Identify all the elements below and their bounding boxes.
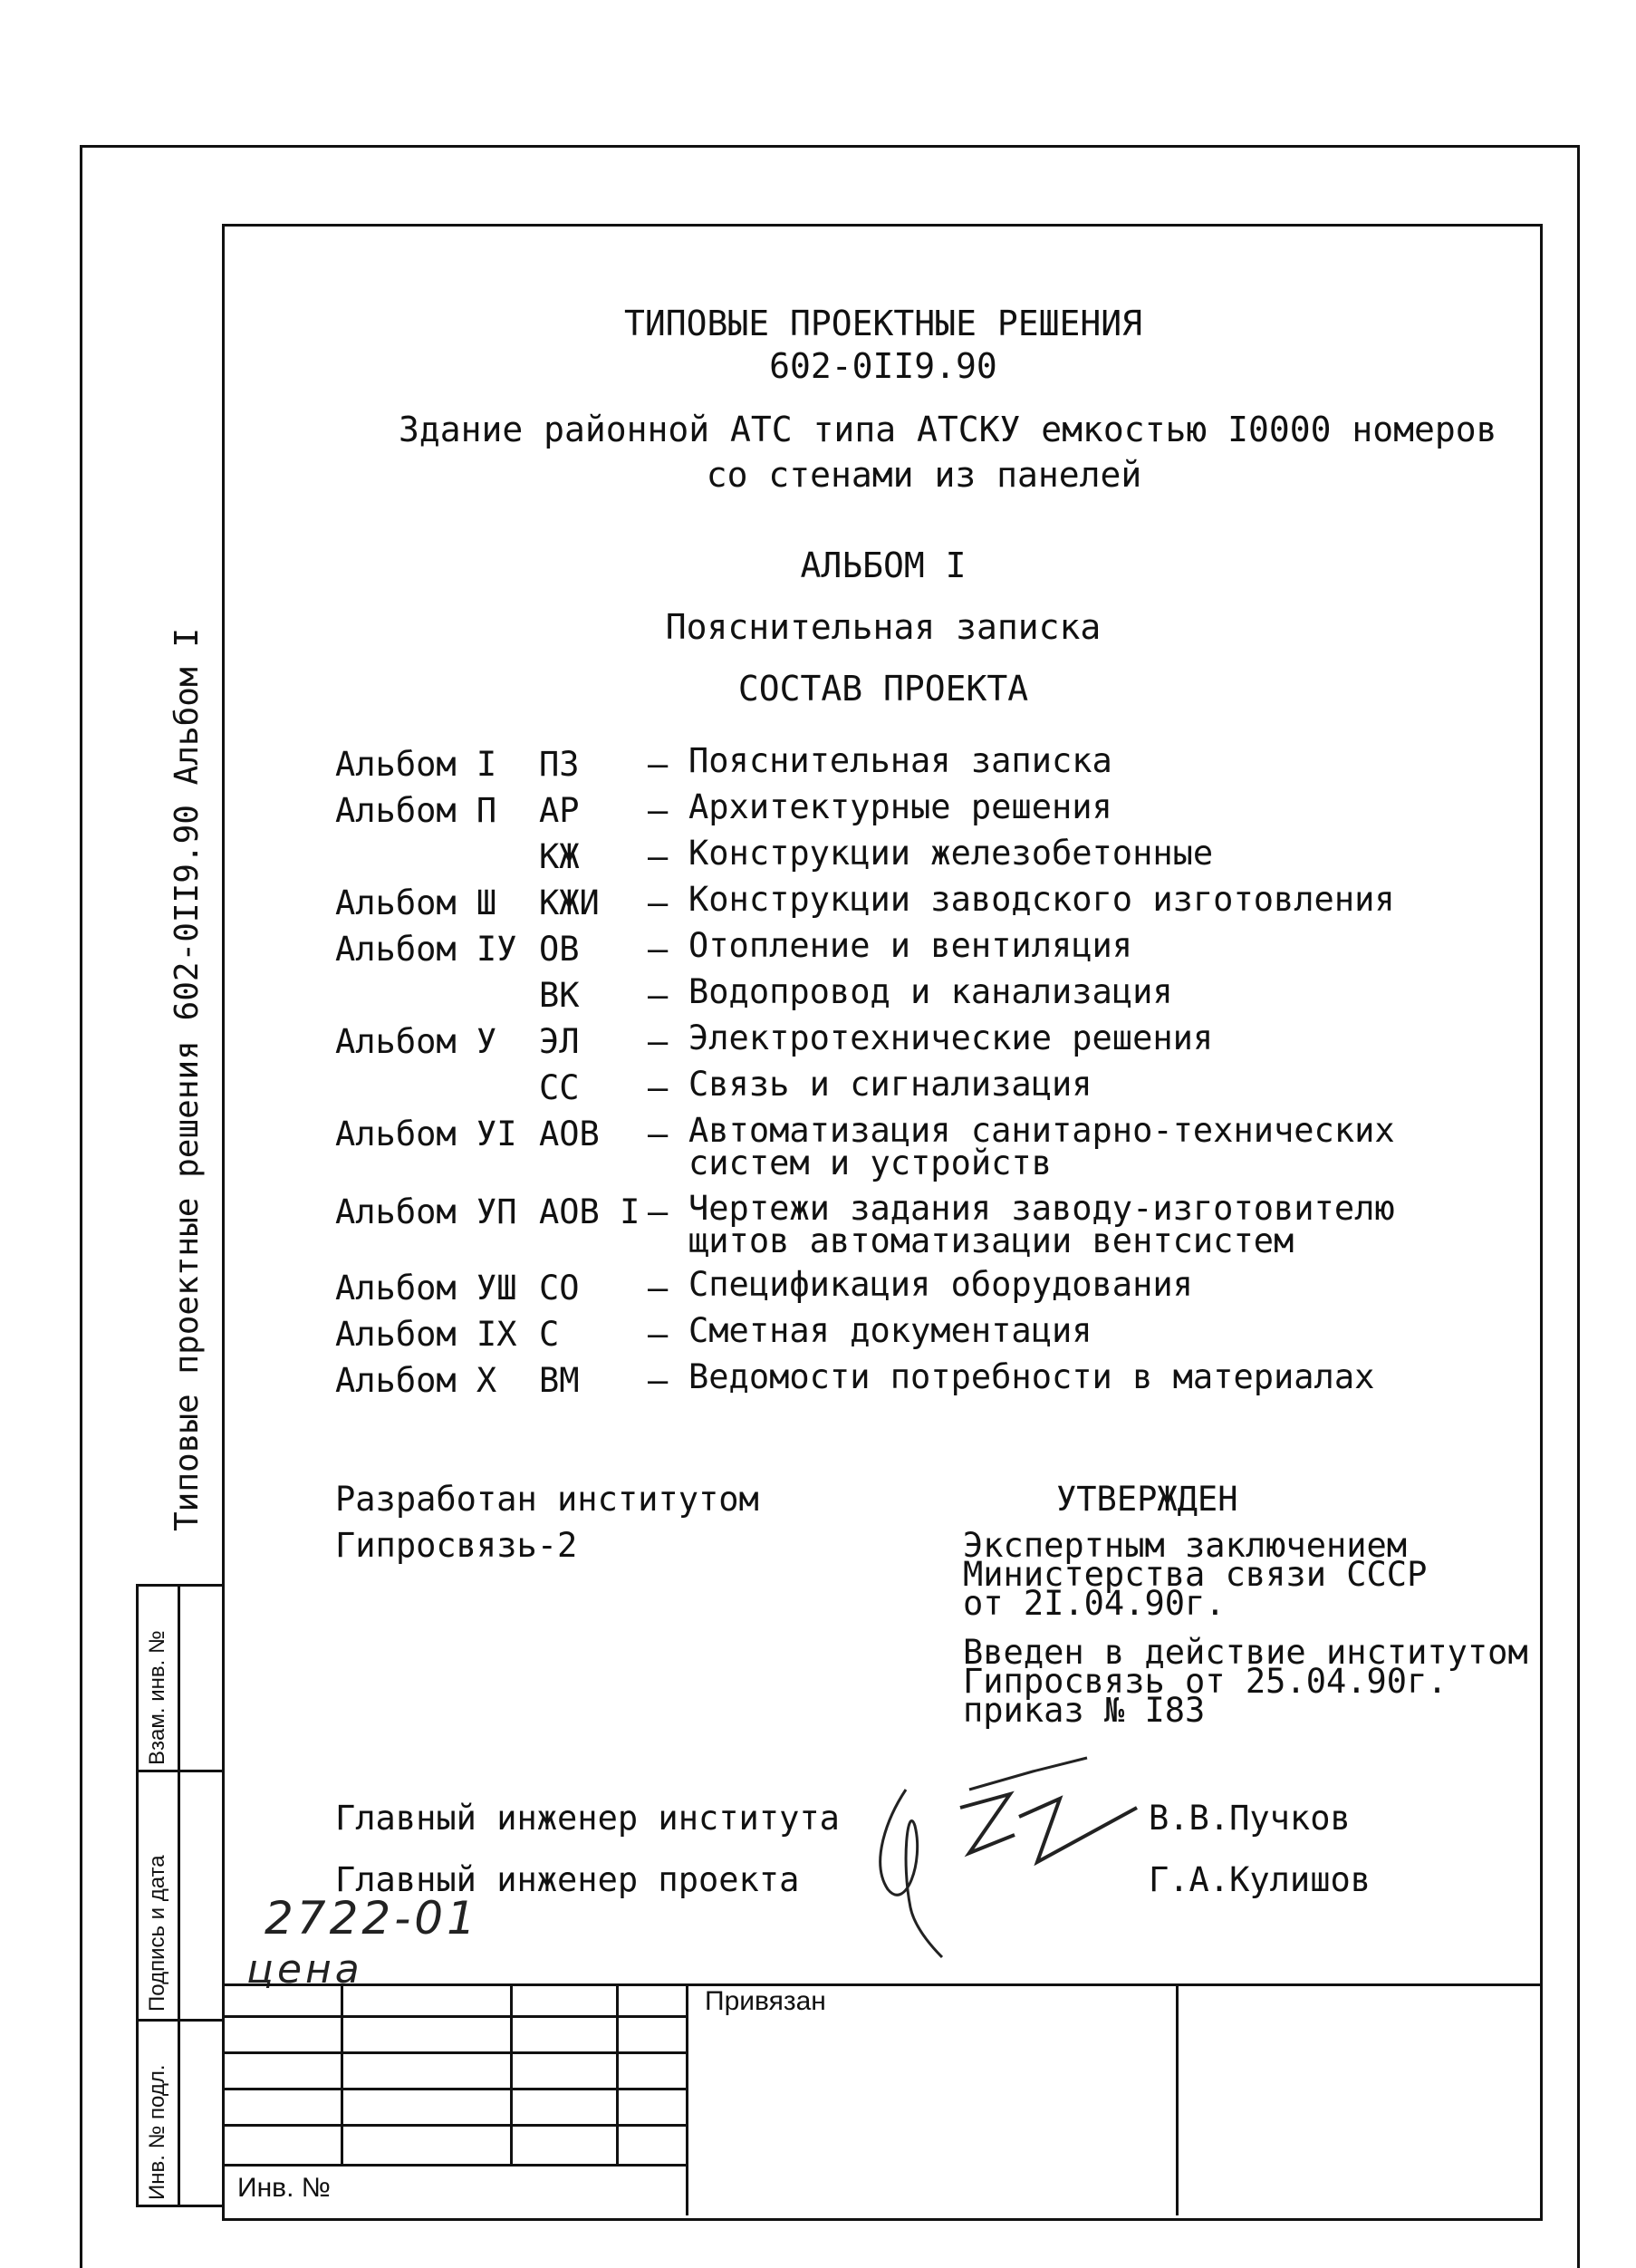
title-block-col-4	[686, 1983, 688, 2215]
chief-engineer-project-label: Главный инженер проекта	[335, 1860, 800, 1899]
dash: –	[648, 745, 669, 784]
album-code: АОВ	[539, 1115, 600, 1153]
album-code: ВМ	[539, 1361, 580, 1400]
album-description: Пояснительная записка	[688, 741, 1112, 780]
dash: –	[648, 1269, 669, 1308]
building-title-line1: Здание районной АТС типа АТСКУ емкостью I0000 номеров	[399, 410, 1497, 449]
approval-line1: Экспертным заключением	[963, 1526, 1408, 1565]
title-block-col-1	[341, 1983, 343, 2164]
album-heading: АЛЬБОМ I	[800, 545, 967, 585]
inv-no-label: Инв. №	[237, 2173, 331, 2203]
stamp-divider-4	[136, 2205, 222, 2207]
dash: –	[648, 883, 669, 922]
album-code: АР	[539, 791, 580, 830]
album-description: Конструкции заводского изготовления	[688, 880, 1395, 919]
album-description-cont: щитов автоматизации вентсистем	[688, 1221, 1294, 1260]
title-block-col-3	[616, 1983, 619, 2164]
building-title-line2: со стенами из панелей	[706, 455, 1142, 495]
dash: –	[648, 976, 669, 1015]
dash: –	[648, 1115, 669, 1153]
stamp-label-replaced-inv: Взам. инв. №	[145, 1630, 169, 1765]
album-label: Альбом УП	[335, 1192, 517, 1231]
approval-title: УТВЕРЖДЕН	[1056, 1480, 1238, 1519]
signatory-name-2: Г.А.Кулишов	[1149, 1860, 1371, 1899]
album-label: Альбом Х	[335, 1361, 497, 1400]
album-label: Альбом УI	[335, 1115, 517, 1153]
dash: –	[648, 1192, 669, 1231]
album-code: КЖ	[539, 837, 580, 876]
approval-line2: Министерства связи СССР	[963, 1555, 1428, 1594]
stamp-label-original-inv: Инв. № подл.	[145, 2064, 169, 2200]
album-description: Электротехнические решения	[688, 1018, 1214, 1057]
album-label: Альбом IУ	[335, 930, 517, 969]
album-label: Альбом IХ	[335, 1315, 517, 1354]
approval-line4: Введен в действие институтом	[963, 1633, 1528, 1672]
album-description: Архитектурные решения	[688, 787, 1112, 826]
approval-line5: Гипросвязь от 25.04.90г.	[963, 1662, 1448, 1701]
album-label: Альбом Ш	[335, 883, 497, 922]
dash: –	[648, 791, 669, 830]
album-description-cont: систем и устройств	[688, 1144, 1052, 1182]
dash: –	[648, 1361, 669, 1400]
title-block-top-line	[222, 1983, 1540, 1986]
album-description: Отопление и вентиляция	[688, 926, 1133, 965]
album-code: СС	[539, 1068, 580, 1107]
series-title: ТИПОВЫЕ ПРОЕКТНЫЕ РЕШЕНИЯ	[624, 304, 1142, 343]
dash: –	[648, 837, 669, 876]
developer-line2: Гипросвязь-2	[335, 1526, 578, 1565]
album-label: Альбом УШ	[335, 1269, 517, 1308]
approval-line3: от 2I.04.90г.	[963, 1584, 1226, 1623]
album-description: Чертежи задания заводу-изготовителю	[688, 1189, 1395, 1228]
album-code: ПЗ	[539, 745, 580, 784]
album-code: СО	[539, 1269, 580, 1308]
series-number: 602-0II9.90	[769, 346, 997, 386]
album-description: Спецификация оборудования	[688, 1265, 1193, 1304]
album-code: КЖИ	[539, 883, 600, 922]
title-block-col-5	[1176, 1983, 1179, 2215]
album-label: Альбом П	[335, 791, 497, 830]
dash: –	[648, 1315, 669, 1354]
dash: –	[648, 930, 669, 969]
handwritten-price: цена	[246, 1946, 363, 1993]
album-description: Водопровод и канализация	[688, 972, 1173, 1011]
section-title: СОСТАВ ПРОЕКТА	[737, 669, 1029, 709]
album-code: ВК	[539, 976, 580, 1015]
album-description: Конструкции железобетонные	[688, 834, 1214, 873]
handwritten-signatures	[852, 1753, 1150, 1962]
title-block-col-2	[510, 1983, 513, 2164]
album-label: Альбом I	[335, 745, 497, 784]
stamp-inner-divider	[178, 1584, 180, 2205]
chief-engineer-institute-label: Главный инженер института	[335, 1799, 840, 1838]
album-code: ЭЛ	[539, 1022, 580, 1061]
developer-line1: Разработан институтом	[335, 1480, 759, 1519]
album-description: Ведомости потребности в материалах	[688, 1357, 1375, 1396]
dash: –	[648, 1068, 669, 1107]
approval-line6: приказ № I83	[963, 1691, 1206, 1730]
signatory-name-1: В.В.Пучков	[1149, 1799, 1351, 1838]
title-block-row-line-5	[222, 2164, 687, 2167]
dash: –	[648, 1022, 669, 1061]
stamp-label-signature-date: Подпись и дата	[145, 1855, 169, 2012]
spine-text: Типовые проектные решения 602-0II9.90 Альбом I	[168, 628, 206, 1531]
album-code: ОВ	[539, 930, 580, 969]
album-description: Сметная документация	[688, 1311, 1092, 1350]
album-code: С	[539, 1315, 560, 1354]
album-code: АОВ I	[539, 1192, 640, 1231]
handwritten-number: 2722-01	[265, 1892, 479, 1945]
album-label: Альбом У	[335, 1022, 497, 1061]
attached-label: Привязан	[705, 1986, 826, 2016]
stamp-column-left-border	[136, 1584, 139, 2205]
album-description: Автоматизация санитарно-технических	[688, 1111, 1395, 1150]
doc-type: Пояснительная записка	[665, 607, 1102, 647]
album-description: Связь и сигнализация	[688, 1065, 1092, 1104]
